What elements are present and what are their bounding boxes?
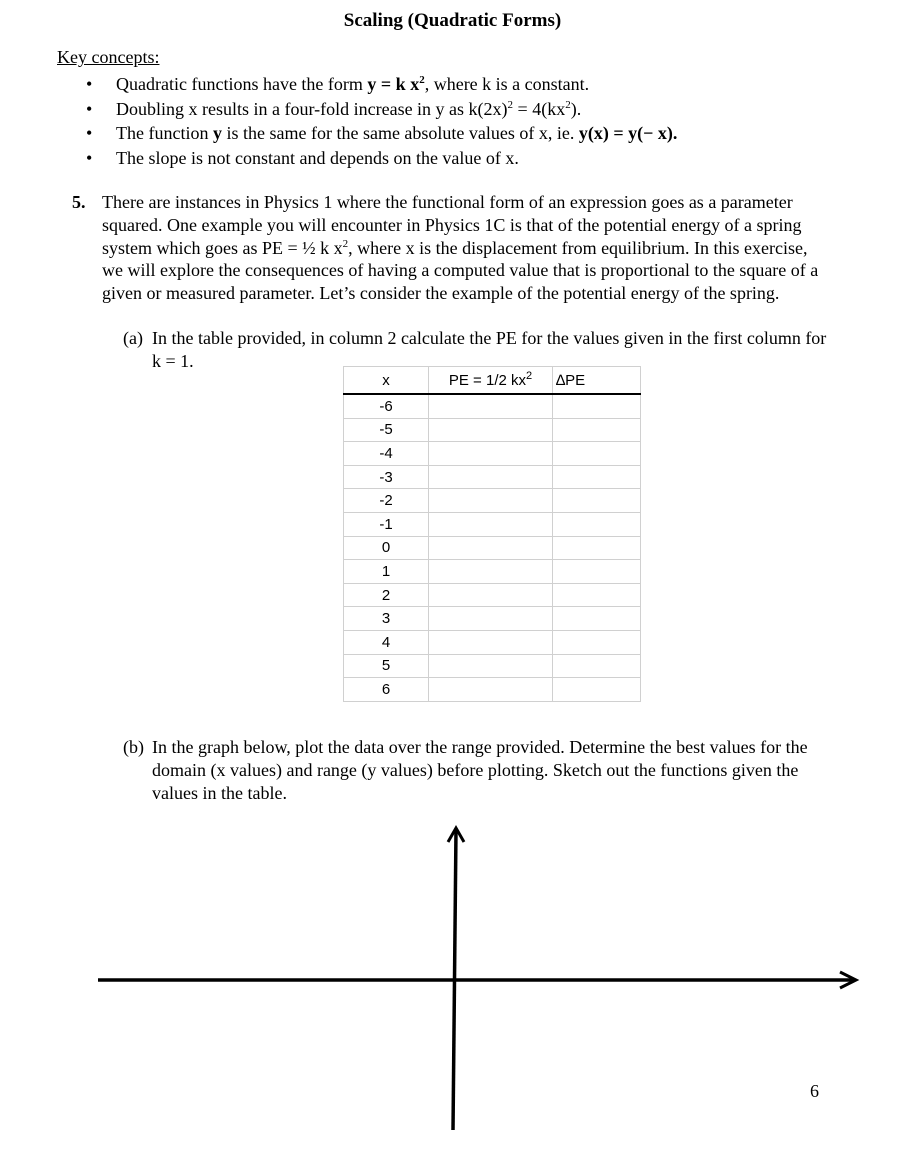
cell-delta-pe[interactable]: [553, 394, 641, 418]
cell-x: 5: [344, 654, 429, 678]
pe-table: [343, 366, 641, 702]
header-pe: PE = 1/2 $kx^2$: [429, 367, 553, 395]
cell-delta-pe[interactable]: [553, 512, 641, 536]
key-concept-item: • Quadratic functions have the form y = k $x^2$, where k is a constant.: [86, 72, 677, 97]
cell-x: -5: [344, 418, 429, 442]
table-row: [344, 465, 641, 489]
table-row: [344, 678, 641, 702]
cell-pe[interactable]: [429, 536, 553, 560]
cell-delta-pe[interactable]: [553, 489, 641, 513]
cell-pe[interactable]: [429, 512, 553, 536]
cell-delta-pe[interactable]: [553, 560, 641, 584]
cell-delta-pe[interactable]: [553, 607, 641, 631]
cell-delta-pe[interactable]: [553, 418, 641, 442]
question-text: There are instances in Physics 1 where the functional form of an expression goes as a parameter squared. One example you will encounter in Physics 1C is that of the potential energy of a spring system which goes as PE = ½ k $x^2$, where x is the displacement from equilibrium. In this exercise, we will explore the consequences of having a computed value that is proportional to the square of a given or measured parameter. Let’s consider the example of the potential energy of the spring.: [102, 192, 819, 304]
cell-delta-pe[interactable]: [553, 442, 641, 466]
table-header-row: [344, 367, 641, 395]
cell-x: 1: [344, 560, 429, 584]
page-title: Scaling (Quadratic Forms): [343, 10, 562, 31]
cell-x: -6: [344, 394, 429, 418]
cell-pe[interactable]: [429, 607, 553, 631]
cell-delta-pe[interactable]: [553, 536, 641, 560]
page-number: 6: [810, 1081, 819, 1101]
key-concept-item: • The slope is not constant and depends on the value of x.: [86, 146, 677, 171]
table-row: [344, 654, 641, 678]
cell-x: 4: [344, 630, 429, 654]
cell-x: -3: [344, 465, 429, 489]
cell-pe[interactable]: [429, 678, 553, 702]
table-row: [344, 489, 641, 513]
cell-x: 3: [344, 607, 429, 631]
part-b: [123, 736, 833, 804]
cell-delta-pe[interactable]: [553, 465, 641, 489]
cell-x: 6: [344, 678, 429, 702]
blank-axes-graph: [90, 820, 870, 1132]
table-row: [344, 512, 641, 536]
pe-table-body: [344, 394, 641, 701]
header-x: x: [344, 367, 429, 395]
cell-delta-pe[interactable]: [553, 583, 641, 607]
key-concept-item: • The function y is the same for the same absolute values of x, ie. y(x) = y(− x).: [86, 121, 677, 146]
question-5: [72, 191, 832, 305]
table-row: [344, 394, 641, 418]
cell-pe[interactable]: [429, 560, 553, 584]
cell-delta-pe[interactable]: [553, 678, 641, 702]
cell-x: 0: [344, 536, 429, 560]
cell-x: -4: [344, 442, 429, 466]
cell-pe[interactable]: [429, 583, 553, 607]
cell-pe[interactable]: [429, 654, 553, 678]
bullet-icon: •: [86, 74, 93, 94]
bullet-icon: •: [86, 148, 93, 169]
y-axis: [453, 830, 456, 1130]
bullet-icon: •: [86, 98, 93, 119]
part-a-text: In the table provided, in column 2 calculate the PE for the values given in the first column for k = 1.: [152, 328, 827, 371]
table-row: [344, 560, 641, 584]
cell-x: 2: [344, 583, 429, 607]
cell-x: -2: [344, 489, 429, 513]
table-row: [344, 630, 641, 654]
cell-pe[interactable]: [429, 465, 553, 489]
key-concepts-heading: Key concepts:: [57, 47, 160, 67]
key-concepts-list: [86, 72, 677, 171]
part-b-text: In the graph below, plot the data over the range provided. Determine the best values for the domain (x values) and range (y values) before plotting. Sketch out the functions given the values in the table.: [152, 737, 808, 803]
part-b-label: (b): [123, 737, 144, 757]
key-concept-item: • Doubling x results in a four-fold increase in y as $k(2x)^2 = 4(kx^2)$.: [86, 97, 677, 122]
header-delta-pe: ∆PE: [553, 367, 641, 395]
cell-pe[interactable]: [429, 418, 553, 442]
cell-x: -1: [344, 512, 429, 536]
cell-delta-pe[interactable]: [553, 654, 641, 678]
table-row: [344, 583, 641, 607]
question-number: 5.: [72, 192, 86, 212]
part-a-label: (a): [123, 328, 143, 348]
cell-pe[interactable]: [429, 394, 553, 418]
table-row: [344, 442, 641, 466]
bullet-icon: •: [86, 123, 93, 144]
table-row: [344, 607, 641, 631]
table-row: [344, 536, 641, 560]
cell-pe[interactable]: [429, 489, 553, 513]
cell-pe[interactable]: [429, 442, 553, 466]
cell-pe[interactable]: [429, 630, 553, 654]
cell-delta-pe[interactable]: [553, 630, 641, 654]
table-row: [344, 418, 641, 442]
